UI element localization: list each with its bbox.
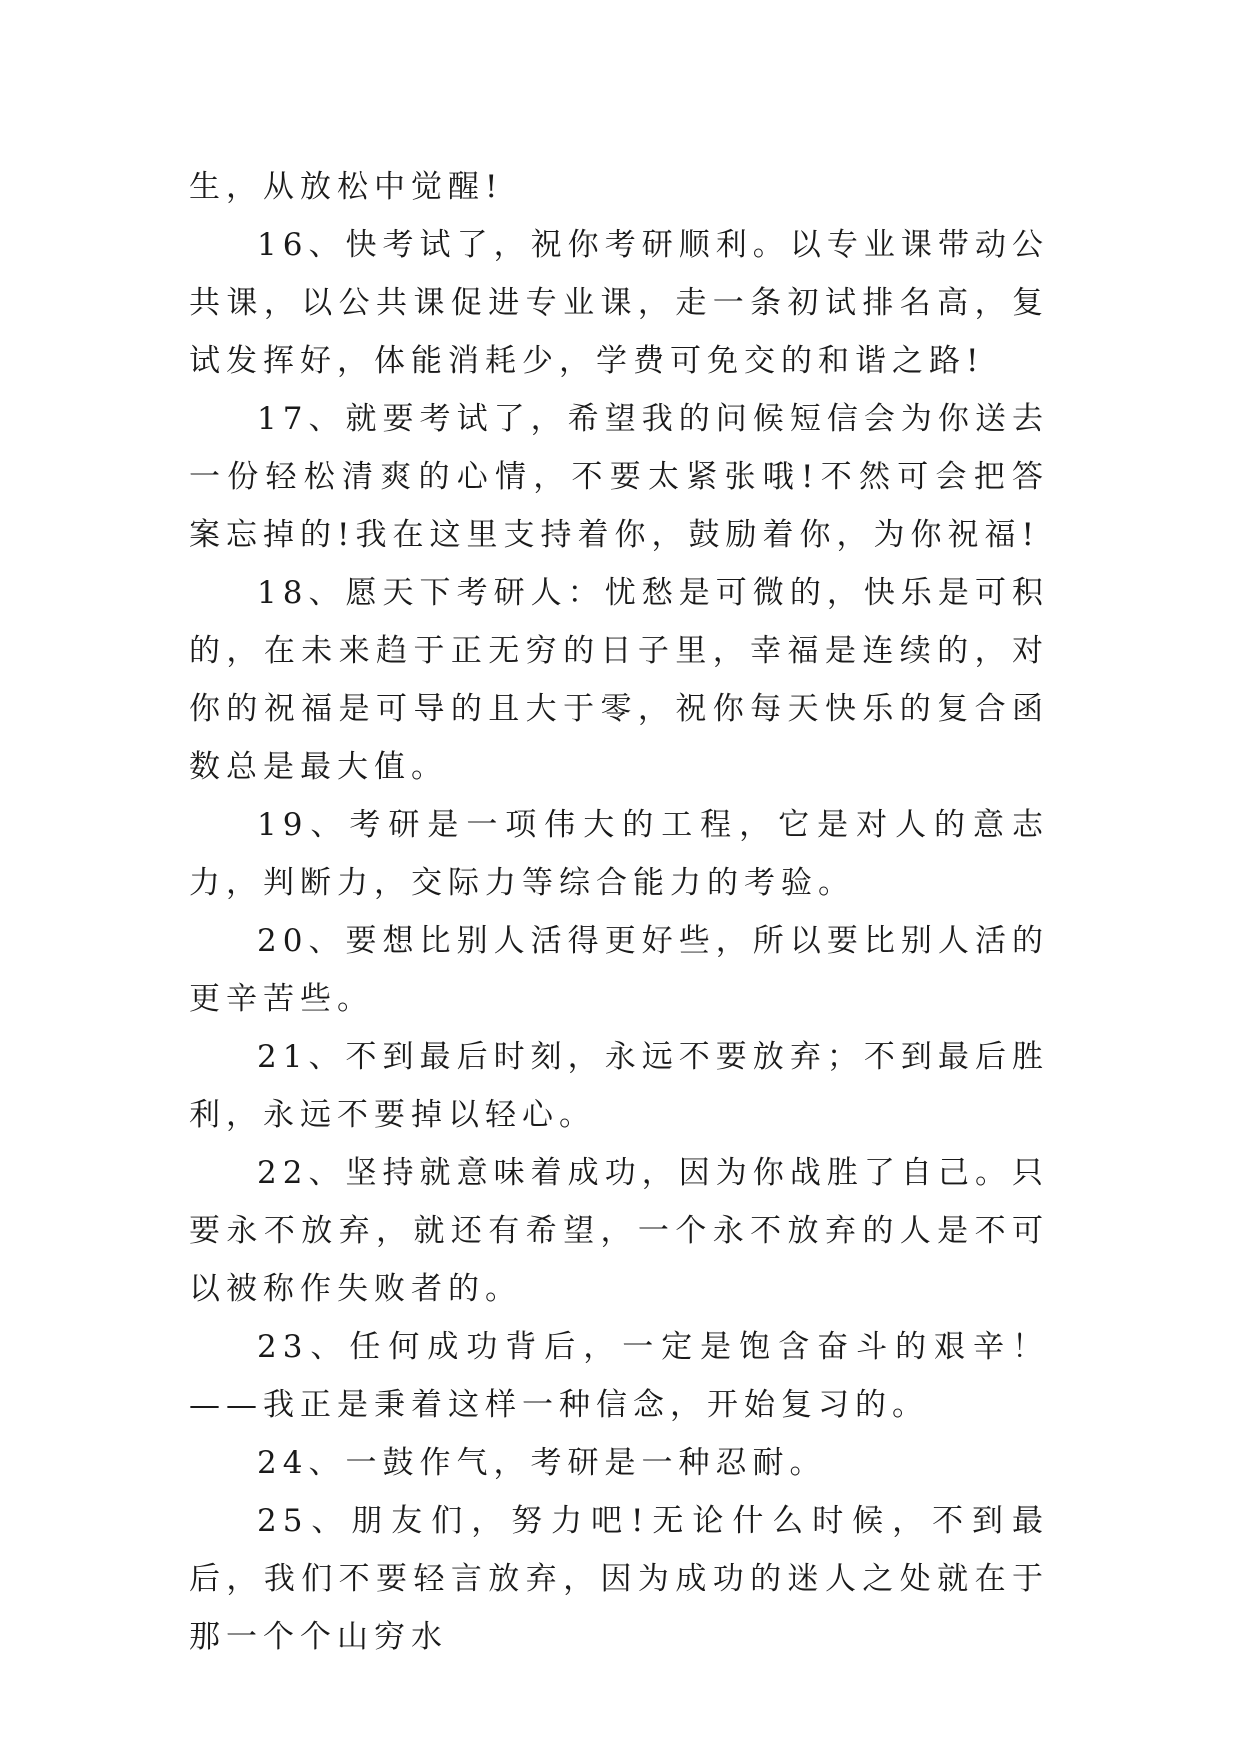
paragraph-25: 25、朋友们，努力吧!无论什么时候，不到最后，我们不要轻言放弃，因为成功的迷人之处就在于那一个个山穷水: [189, 1503, 1049, 1655]
paragraph-19: 19、考研是一项伟大的工程，它是对人的意志力，判断力，交际力等综合能力的考验。: [189, 807, 1049, 901]
document-body: [189, 158, 1049, 1666]
paragraph-21: 21、不到最后时刻，永远不要放弃；不到最后胜利，永远不要掉以轻心。: [189, 1039, 1049, 1133]
paragraph-16: 16、快考试了，祝你考研顺利。以专业课带动公共课，以公共课促进专业课，走一条初试排名高，复试发挥好，体能消耗少，学费可免交的和谐之路!: [189, 227, 1049, 379]
paragraph-22: 22、坚持就意味着成功，因为你战胜了自己。只要永不放弃，就还有希望，一个永不放弃的人是不可以被称作失败者的。: [189, 1155, 1049, 1307]
paragraph-1: 生，从放松中觉醒!: [189, 169, 504, 205]
paragraph-20: 20、要想比别人活得更好些，所以要比别人活的更辛苦些。: [189, 923, 1049, 1017]
paragraph-24: 24、一鼓作气，考研是一种忍耐。: [257, 1445, 827, 1481]
paragraph-23: 23、任何成功背后，一定是饱含奋斗的艰辛！——我正是秉着这样一种信念，开始复习的。: [189, 1329, 1049, 1423]
paragraph-18: 18、愿天下考研人：忧愁是可微的，快乐是可积的，在未来趋于正无穷的日子里，幸福是连续的，对你的祝福是可导的且大于零，祝你每天快乐的复合函数总是最大值。: [189, 575, 1049, 785]
paragraph-17: 17、就要考试了，希望我的问候短信会为你送去一份轻松清爽的心情，不要太紧张哦!不然可会把答案忘掉的!我在这里支持着你，鼓励着你，为你祝福!: [189, 401, 1049, 553]
